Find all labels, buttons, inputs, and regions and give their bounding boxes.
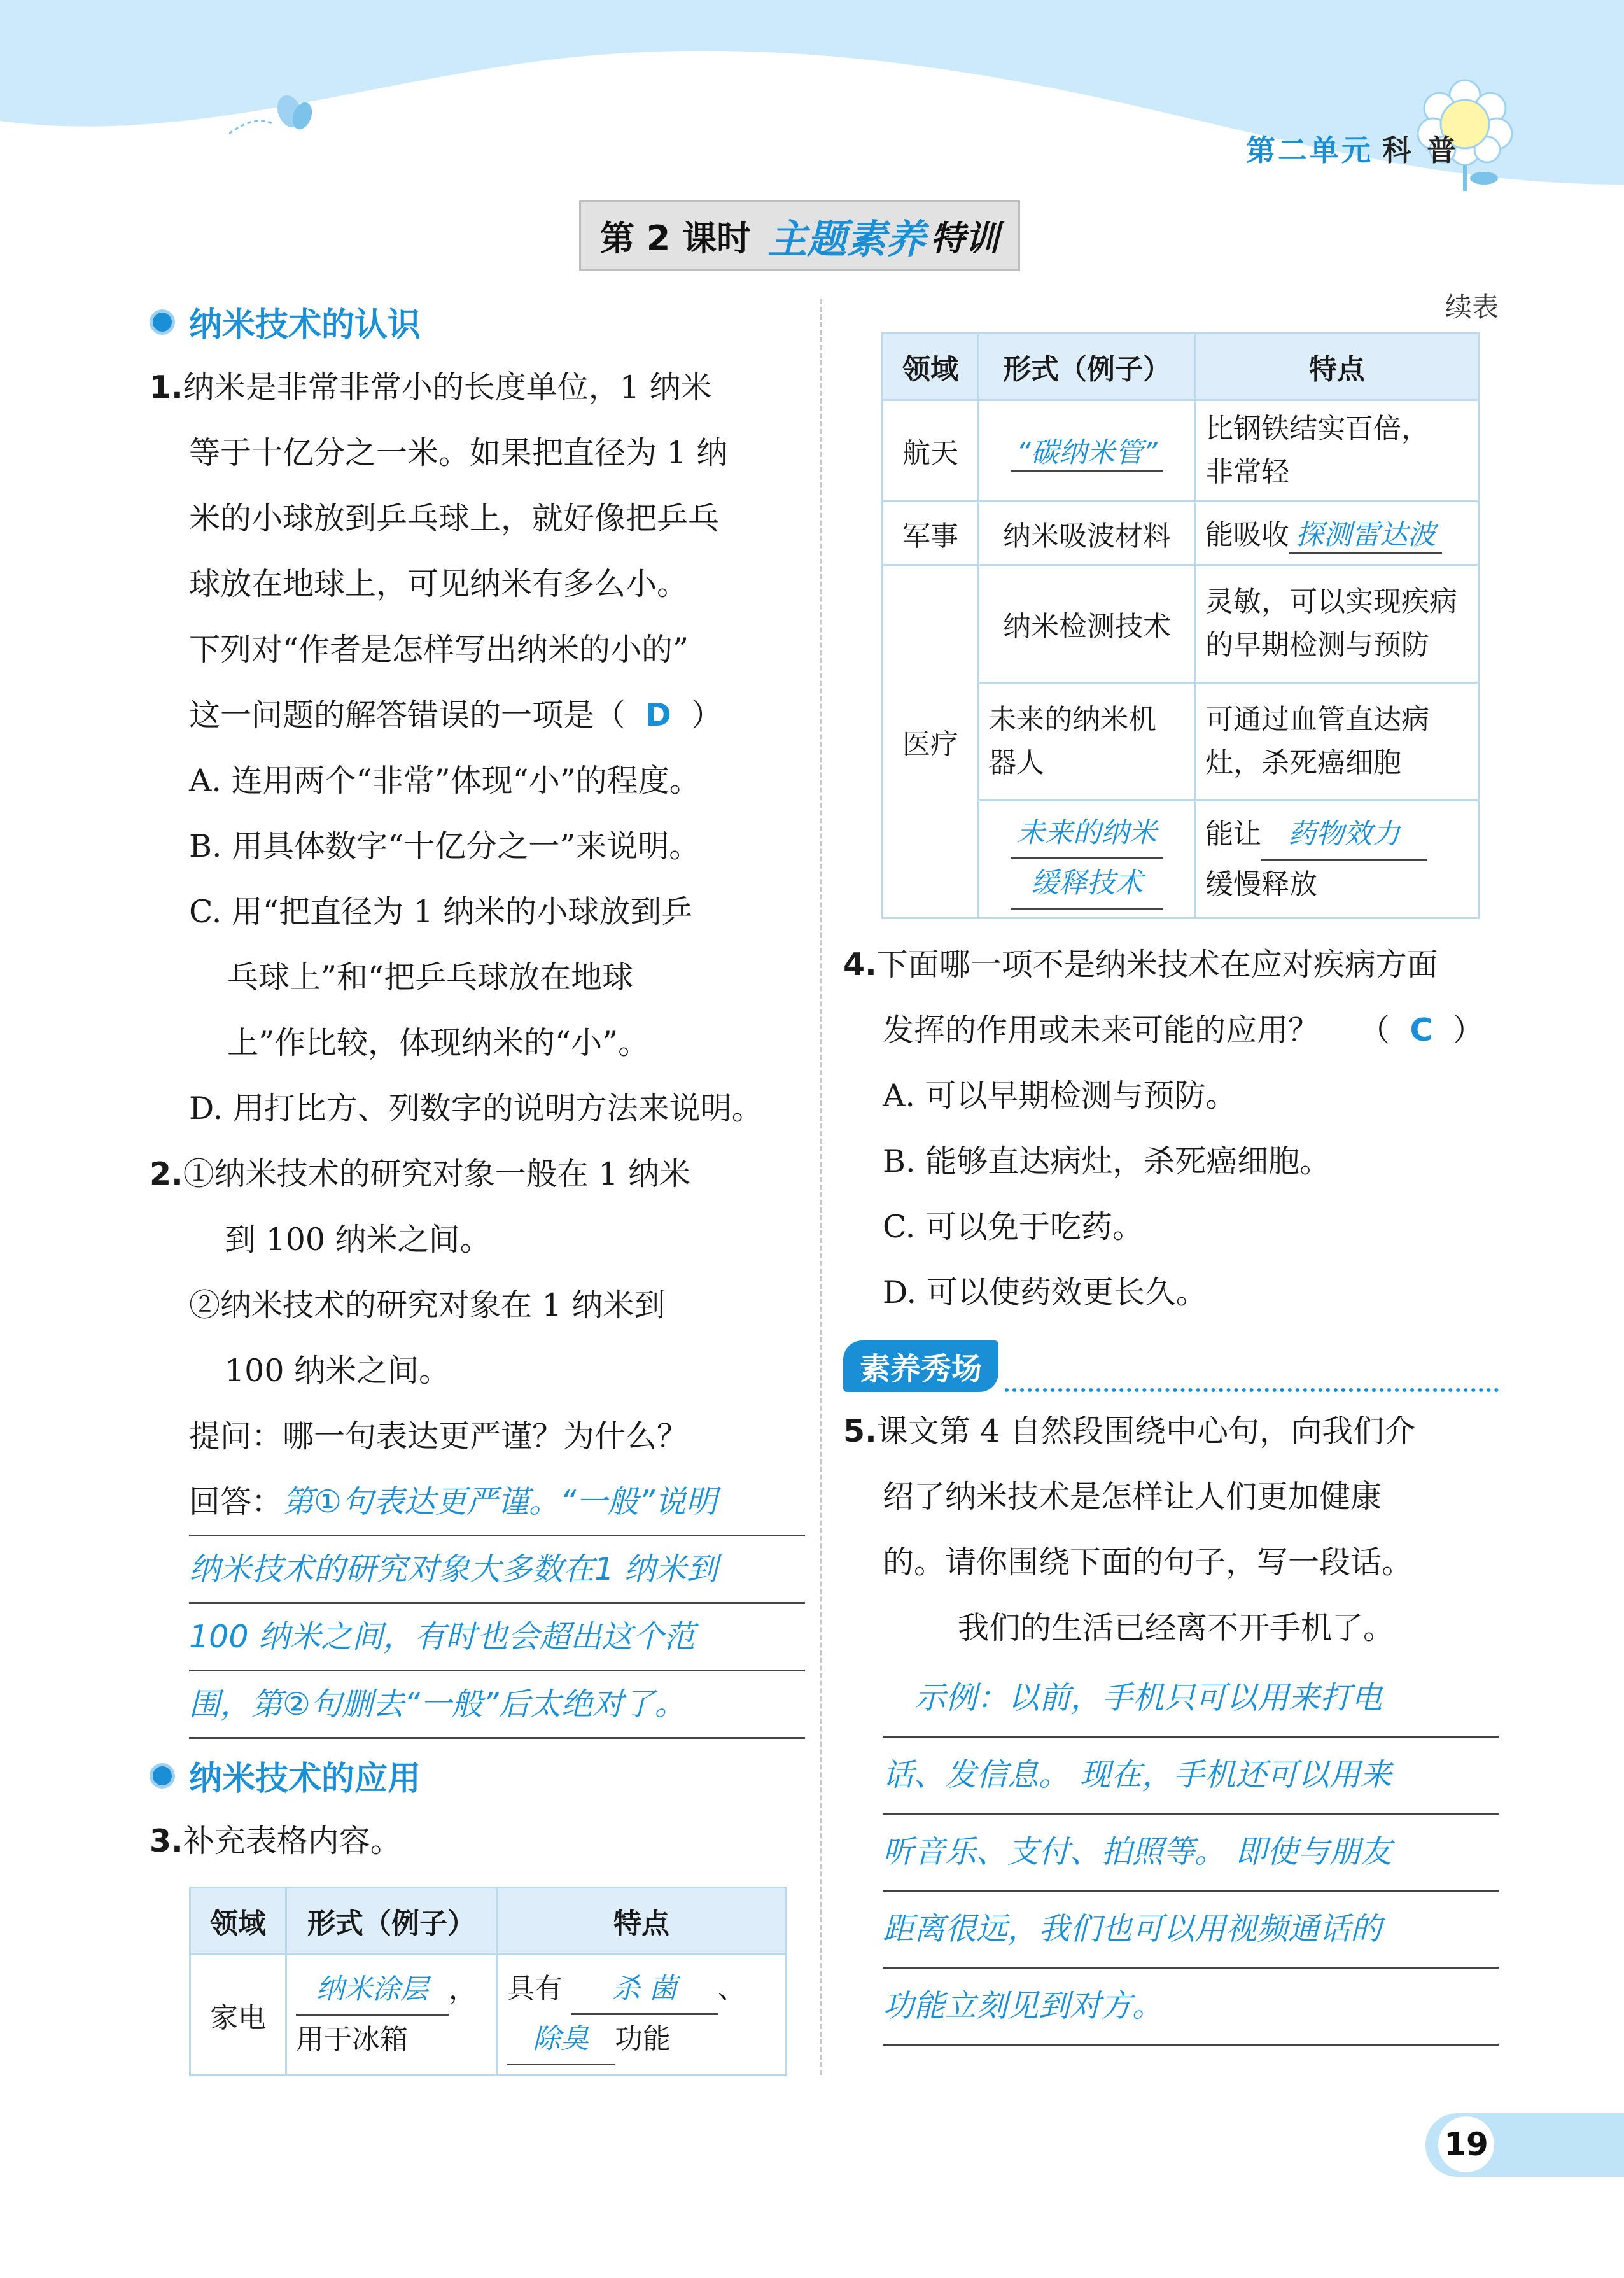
- section-bullet-icon: [150, 309, 175, 335]
- q1-option-d: D. 用打比方、列数字的说明方法来说明。: [189, 1090, 763, 1127]
- page-number: 19: [1438, 2116, 1494, 2172]
- table-appliance: 领域 形式（例子） 特点 家电 纳米涂层 ， 用于冰箱 具有 杀 菌 、 除臭 功能: [189, 1887, 787, 2076]
- section-badge-row: [843, 1340, 1499, 1392]
- lesson-title-banner: [579, 204, 1020, 267]
- q2-answer: 回答：第①句表达更严谨。“一般”说明 纳米技术的研究对象大多数在1 纳米到 100 纳米之间，有时也会超出这个范 围，第②句删去“一般”后太绝对了。: [150, 1469, 805, 1739]
- medical-field-cell: 医疗: [883, 565, 979, 918]
- q5-answer: 示例：以前，手机只可以用来打电 话、发信息。 现在，手机还可以用来 听音乐、支付、拍照等。 即使与朋友 距离很远，我们也可以用视频通话的 功能立刻见到对方。: [843, 1661, 1499, 2046]
- question-3: 3.补充表格内容。: [150, 1823, 402, 1859]
- title-tail: 特训: [930, 218, 1000, 258]
- section-badge: 素养秀场: [843, 1340, 998, 1392]
- q4-option-d: D. 可以使药效更长久。: [883, 1274, 1207, 1311]
- column-divider: [820, 299, 822, 2075]
- unit-name: 第二单元: [1245, 133, 1373, 167]
- table-continued: 领域 形式（例子） 特点 航天 “碳纳米管” 比钢铁结实百倍， 非常轻 军事 纳米吸波材料 能吸收 探测雷达波 医疗 纳米检测技术 灵敏，可以实现疾病 的早期检测与预防 未来的纳米机 器人 可通过血管直达病 灶，杀死癌细胞 未来的纳米 缓释技术 能让 药物效力 缓慢释放: [881, 332, 1480, 919]
- q1-option-a: A. 连用两个“非常”体现“小”的程度。: [189, 763, 701, 799]
- q1-answer: D: [645, 697, 671, 733]
- q1-option-c: C. 用“把直径为 1 纳米的小球放到乒 乓球上”和“把乒乓球放在地球 上”作比较，体现纳米的“小”。: [189, 894, 693, 1061]
- question-5: 5.课文第 4 自然段围绕中心句，向我们介 绍了纳米技术是怎样让人们更加健康 的。请你围绕下面的句子，写一段话。 我们的生活已经离不开手机了。 示例：以前，手机只可以用来打电 话、发信息。 现在，手机还可以用来 听音乐、支付、拍照等。 即使与朋友 距离很远，我们也可以用视频通话的 功能立刻见到对方。: [843, 1398, 1499, 2046]
- title-main: 主题素养: [767, 215, 926, 262]
- subject-name: 科 普: [1382, 133, 1459, 167]
- page-number-tab: [1425, 2113, 1624, 2177]
- section-heading-2: 纳米技术的应用: [150, 1752, 805, 1799]
- q4-option-c: C. 可以免于吃药。: [883, 1209, 1144, 1245]
- lesson-number: 第 2 课时: [600, 218, 752, 258]
- dotted-rule: [1005, 1388, 1499, 1392]
- left-column: [150, 286, 805, 2076]
- unit-label: [1246, 127, 1459, 169]
- section-bullet-icon: [150, 1763, 175, 1789]
- question-2: 2.①纳米技术的研究对象一般在 1 纳米 到 100 纳米之间。 ②纳米技术的研究对象在 1 纳米到 100 纳米之间。 提问：哪一句表达更严谨？为什么？ 回答：第①句表达更严谨。“一般”说明 纳米技术的研究对象大多数在1 纳米到 100 纳米之间，有时也会超出这个范 围，第②句删去“一般”后太绝对了。: [150, 1141, 805, 1739]
- q4-option-a: A. 可以早期检测与预防。: [883, 1078, 1237, 1114]
- q1-option-b: B. 用具体数字“十亿分之一”来说明。: [189, 828, 701, 864]
- q4-answer: C: [1410, 1012, 1433, 1048]
- question-1: 1.纳米是非常非常小的长度单位，1 纳米 等于十亿分之一米。如果把直径为 1 纳 米的小球放到乒乓球上，就好像把乒乓 球放在地球上，可见纳米有多么小。 下列对“作者是怎样写出纳米的小的” 这一问题的解答错误的一项是（ D ）: [150, 369, 728, 733]
- q4-option-b: B. 能够直达病灶，杀死癌细胞。: [883, 1143, 1331, 1179]
- question-4: 4.下面哪一项不是纳米技术在应对疾病方面 发挥的作用或未来可能的应用？ （ C ） A. 可以早期检测与预防。 B. 能够直达病灶，杀死癌细胞。 C. 可以免于吃药。 D. 可以使药效更长久。: [843, 932, 1499, 1325]
- q1-options: [150, 748, 805, 1141]
- right-column: [843, 286, 1499, 2046]
- table-continued-label: 续表: [1445, 292, 1499, 323]
- section-heading-1: 纳米技术的认识: [150, 298, 805, 346]
- q5-topic-sentence: 我们的生活已经离不开手机了。: [958, 1610, 1395, 1646]
- butterfly-icon: [229, 89, 318, 140]
